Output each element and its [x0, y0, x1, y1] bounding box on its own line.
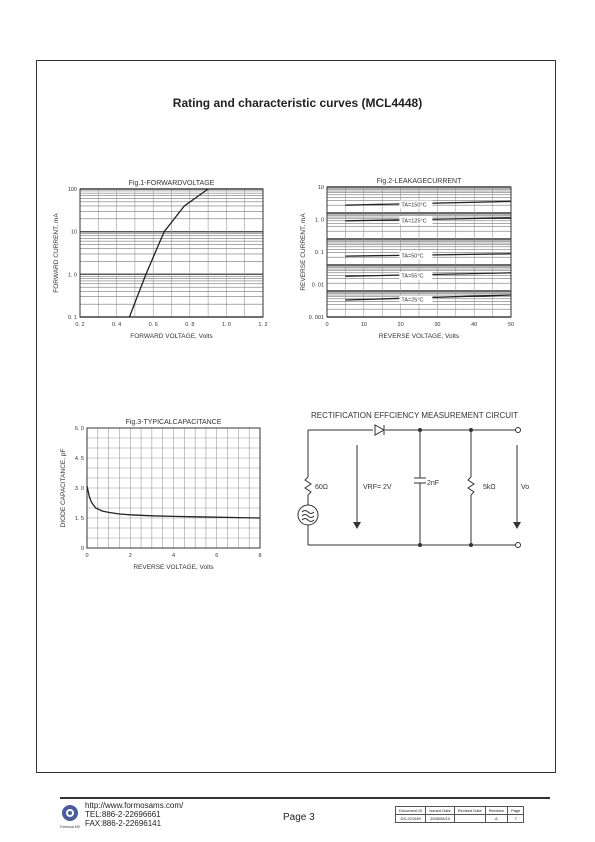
y-tick-label: 1. 5 [74, 516, 84, 522]
y-tick-label: 3. 0 [74, 486, 84, 492]
document-info-table [395, 806, 524, 823]
x-axis-label: FORWARD VOLTAGE, Volts [130, 333, 213, 340]
y-tick-label: 10 [317, 185, 324, 191]
x-tick-label: 8 [258, 553, 262, 559]
page-number: Page 3 [283, 812, 315, 823]
y-tick-label: 1. 0 [314, 217, 324, 224]
y-tick-label: 0. 1 [67, 315, 77, 321]
footer-url[interactable]: http://www.formosams.com/ [85, 801, 184, 810]
y-axis-label: REVERSE CURRENT, mA [300, 213, 307, 291]
r1-label: 60Ω [315, 484, 329, 491]
x-tick-label: 50 [507, 322, 515, 328]
x-tick-label: 40 [471, 322, 478, 328]
y-tick-label: 0. 1 [314, 250, 324, 256]
series-label: TA=150°C [401, 202, 427, 209]
svg-text:Formosa MS: Formosa MS [59, 825, 81, 829]
x-tick-label: 0. 8 [185, 322, 195, 328]
doc-table-value-row [396, 815, 524, 823]
doc-value-cell: 7 [508, 815, 524, 823]
x-tick-label: 30 [434, 322, 441, 328]
chart-title: Fig.2-LEAKAGECURRENT [376, 178, 462, 185]
chart-title: Fig.3-TYPICALCAPACITANCE [125, 419, 222, 426]
y-tick-label: 6. 0 [74, 426, 84, 432]
circuit-title: RECTIFICATION EFFCIENCY MEASUREMENT CIRCUIT [311, 411, 519, 420]
series-label: TA=125°C [401, 218, 427, 225]
y-tick-label: 4. 5 [74, 456, 84, 462]
x-tick-label: 1. 2 [258, 322, 268, 328]
page-title: Rating and characteristic curves (MCL4448) [172, 96, 423, 110]
x-tick-label: 0 [325, 322, 329, 328]
y-tick-label: 0. 01 [311, 282, 324, 289]
fig1-forward-voltage-chart [50, 172, 280, 342]
x-tick-label: 1. 0 [221, 322, 231, 328]
y-tick-label: 0 [80, 546, 84, 552]
series-line [129, 189, 208, 317]
x-axis-label: REVERSE VOLTAGE, Volts [133, 564, 214, 571]
doc-table-header-row [396, 807, 524, 815]
x-tick-label: 20 [397, 322, 404, 328]
vrf-label: VRF= 2V [363, 484, 392, 491]
doc-header-cell: Page [508, 807, 524, 815]
x-tick-label: 4 [171, 553, 176, 559]
formosa-logo [58, 803, 82, 829]
x-tick-label: 0. 6 [148, 322, 158, 328]
doc-value-cell: DS-221949 [396, 815, 426, 823]
x-tick-label: 0 [85, 553, 89, 559]
y-tick-label: 100 [67, 187, 77, 193]
x-axis-label: REVERSE VOLTAGE, Volts [378, 333, 460, 340]
cap-label: 2nF [427, 480, 440, 487]
x-tick-label: 6 [215, 553, 219, 559]
r2-label: 5kΩ [483, 484, 496, 491]
x-tick-label: 0. 4 [112, 322, 122, 328]
vo-label: Vo [521, 484, 530, 491]
series-label: TA=55°C [401, 273, 424, 280]
series-label: TA=25°C [401, 297, 424, 304]
y-axis-label: DIODE CAPACITANCE, pF [60, 448, 67, 528]
footer-contact [85, 801, 183, 828]
footer-tel: TEL:886-2-22696661 [85, 810, 161, 819]
fig2-leakage-current-chart [294, 172, 526, 342]
x-tick-label: 2 [128, 553, 132, 559]
x-tick-label: 0. 2 [75, 322, 85, 328]
doc-value-cell [454, 815, 485, 823]
x-tick-label: 10 [360, 322, 367, 328]
doc-header-cell: Issued Date [426, 807, 454, 815]
doc-value-cell: A [485, 815, 507, 823]
y-tick-label: 0. 001 [308, 315, 324, 321]
fig3-typical-capacitance-chart [50, 408, 280, 578]
doc-header-cell: Revision [485, 807, 507, 815]
chart-title: Fig.1-FORWARDVOLTAGE [128, 180, 215, 187]
doc-header-cell: Document ID [396, 807, 426, 815]
y-axis-label: FORWARD CURRENT, mA [53, 213, 60, 293]
doc-header-cell: Revised Date [454, 807, 485, 815]
rectification-circuit [295, 405, 545, 555]
doc-value-cell: 2008/08/10 [426, 815, 454, 823]
y-tick-label: 10 [70, 229, 77, 236]
series-label: TA=50°C [401, 253, 424, 260]
footer-rule [60, 797, 550, 799]
y-tick-label: 1. 0 [67, 272, 77, 279]
footer-fax: FAX:886-2-22696141 [85, 819, 162, 828]
